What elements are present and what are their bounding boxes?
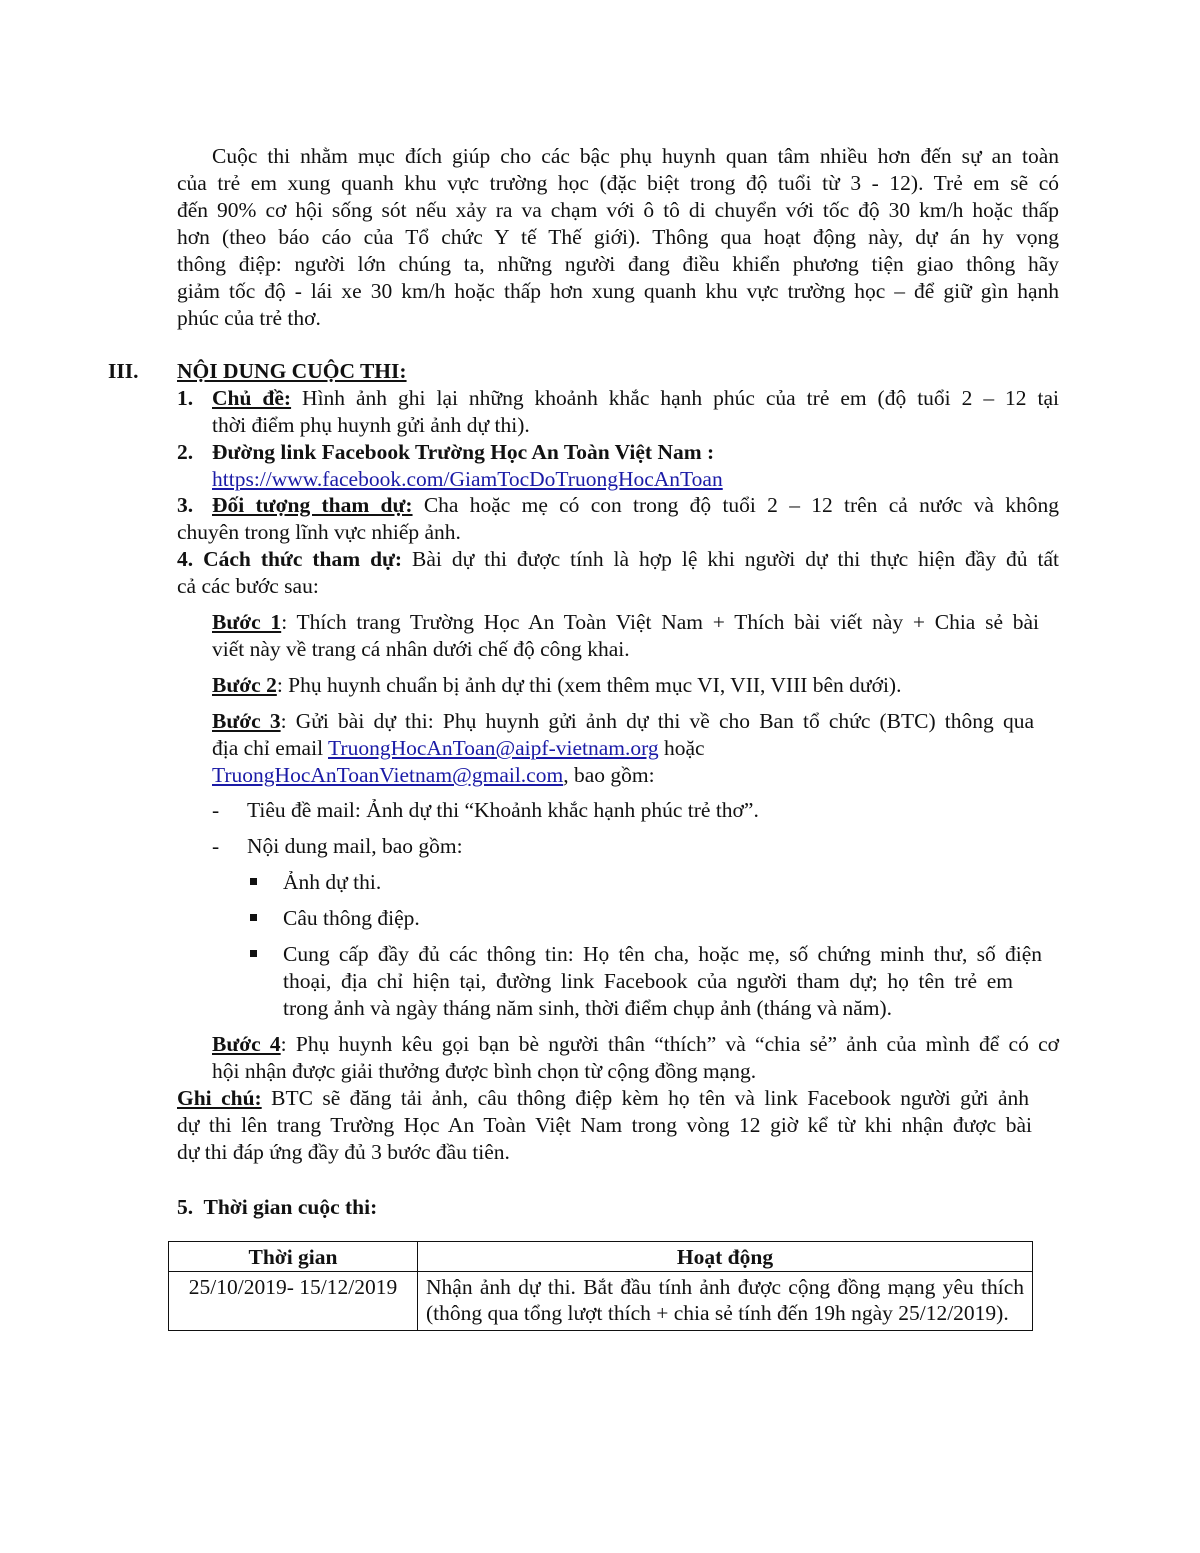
- email-link-aipf[interactable]: TruongHocAnToan@aipf-vietnam.org: [328, 736, 659, 760]
- note-label: Ghi chú:: [177, 1086, 262, 1110]
- item-4-line-2: cả các bước sau:: [177, 574, 319, 598]
- item-2-number: 2.: [177, 440, 194, 464]
- item-2-line-2: [212, 466, 723, 493]
- column-header-time: Thời gian: [169, 1242, 418, 1272]
- item-4-line-1: 4. Cách thức tham dự: Bài dự thi được tính là hợp lệ khi người dự thi thực hiện đầy đủ tất: [177, 547, 1060, 571]
- item-3-line-2: chuyên trong lĩnh vực nhiếp ảnh.: [177, 520, 461, 544]
- item-1-line-2: thời điểm phụ huynh gửi ảnh dự thi).: [212, 413, 530, 437]
- item-4-label: 4. Cách thức tham dự:: [177, 547, 403, 571]
- intro-line-6: giảm tốc độ - lái xe 30 km/h hoặc thấp hơn xung quanh khu vực trường học – để giữ gìn hạnh: [177, 279, 1059, 303]
- bullet-item-info-line-3: trong ảnh và ngày tháng năm sinh, thời điểm chụp ảnh (tháng và năm).: [283, 996, 893, 1020]
- step-3-line-1: Bước 3: Gửi bài dự thi: Phụ huynh gửi ảnh dự thi về cho Ban tổ chức (BTC) thông qua: [212, 709, 1034, 733]
- item-3-line-1: Đối tượng tham dự: Cha hoặc mẹ có con trong độ tuổi 2 – 12 trên cả nước và không: [212, 493, 1059, 517]
- dash-item-mail-content: Nội dung mail, bao gồm:: [247, 834, 463, 858]
- note-line-1: Ghi chú: BTC sẽ đăng tải ảnh, câu thông điệp kèm họ tên và link Facebook người gửi ảnh: [177, 1086, 1029, 1110]
- square-bullet-icon: [250, 878, 257, 885]
- item-1-number: 1.: [177, 386, 194, 410]
- item-1-label: Chủ đề:: [212, 386, 292, 410]
- note-line-2: dự thi lên trang Trường Học An Toàn Việt Nam trong vòng 12 giờ kể từ khi nhận được bài: [177, 1113, 1032, 1137]
- section-number: III.: [108, 359, 139, 383]
- square-bullet-icon: [250, 914, 257, 921]
- intro-line-1: Cuộc thi nhằm mục đích giúp cho các bậc phụ huynh quan tâm nhiều hơn đến sự an toàn: [212, 144, 1059, 168]
- step-4-line-1: Bước 4: Phụ huynh kêu gọi bạn bè người thân “thích” và “chia sẻ” ảnh của mình để có cơ: [212, 1032, 1059, 1056]
- intro-line-4: hơn (theo báo cáo của Tổ chức Y tế Thế giới). Thông qua hoạt động này, dự án hy vọng: [177, 225, 1059, 249]
- step-2-label: Bước 2: [212, 673, 277, 697]
- step-4-label: Bước 4: [212, 1032, 281, 1056]
- email-link-gmail[interactable]: TruongHocAnToanVietnam@gmail.com: [212, 763, 564, 787]
- table-cell-activity: Nhận ảnh dự thi. Bắt đầu tính ảnh được cộng đồng mạng yêu thích (thông qua tổng lượt thích + chia sẻ tính đến 19h ngày 25/12/2019).: [418, 1272, 1033, 1331]
- dash-mark-1: -: [212, 798, 220, 822]
- intro-line-2: của trẻ em xung quanh khu vực trường học (đặc biệt trong độ tuổi từ 3 - 12). Trẻ em sẽ có: [177, 171, 1059, 195]
- step-3-line-2: địa chỉ email TruongHocAnToan@aipf-vietnam.org hoặc: [212, 736, 705, 760]
- item-3-label: Đối tượng tham dự:: [212, 493, 413, 517]
- section-title: NỘI DUNG CUỘC THI:: [177, 359, 407, 383]
- step-1-label: Bước 1: [212, 610, 282, 634]
- note-line-3: dự thi đáp ứng đầy đủ 3 bước đầu tiên.: [177, 1140, 510, 1164]
- item-1-line-1: Chủ đề: Hình ảnh ghi lại những khoảnh khắc hạnh phúc của trẻ em (độ tuổi 2 – 12 tại: [212, 386, 1059, 410]
- item-3-number: 3.: [177, 493, 194, 517]
- bullet-item-info-line-2: thoại, địa chỉ hiện tại, đường link Facebook của người tham dự; họ tên trẻ em: [283, 969, 1013, 993]
- table-cell-time: 25/10/2019- 15/12/2019: [169, 1272, 418, 1331]
- dash-mark-2: -: [212, 834, 220, 858]
- table-header-row: [169, 1242, 1033, 1272]
- step-2-line-1: Bước 2: Phụ huynh chuẩn bị ảnh dự thi (xem thêm mục VI, VII, VIII bên dưới).: [212, 673, 902, 697]
- square-bullet-icon: [250, 950, 257, 957]
- step-1-line-1: Bước 1: Thích trang Trường Học An Toàn Việt Nam + Thích bài viết này + Chia sẻ bài: [212, 610, 1039, 634]
- step-1-line-2: viết này về trang cá nhân dưới chế độ công khai.: [212, 637, 630, 661]
- intro-line-5: thông điệp: người lớn chúng ta, những người đang điều khiển phương tiện giao thông hãy: [177, 252, 1059, 276]
- step-3-line-3: TruongHocAnToanVietnam@gmail.com, bao gồm:: [212, 763, 655, 787]
- dash-item-mail-title: Tiêu đề mail: Ảnh dự thi “Khoảnh khắc hạnh phúc trẻ thơ”.: [247, 798, 759, 822]
- bullet-item-info-line-1: Cung cấp đầy đủ các thông tin: Họ tên cha, hoặc mẹ, số chứng minh thư, số điện: [283, 942, 1042, 966]
- column-header-activity: Hoạt động: [418, 1242, 1033, 1272]
- bullet-item-message: Câu thông điệp.: [283, 906, 420, 930]
- item-2-label: Đường link Facebook Trường Học An Toàn Việt Nam :: [212, 440, 715, 464]
- table-row: [169, 1272, 1033, 1331]
- bullet-item-photo: Ảnh dự thi.: [283, 870, 382, 894]
- timeline-table: [168, 1241, 1033, 1331]
- step-4-line-2: hội nhận được giải thưởng được bình chọn từ cộng đồng mạng.: [212, 1059, 757, 1083]
- intro-line-3: đến 90% cơ hội sống sót nếu xảy ra va chạm với ô tô di chuyển với tốc độ 30 km/h hoặc thấp: [177, 198, 1059, 222]
- intro-line-7: phúc của trẻ thơ.: [177, 306, 321, 330]
- step-3-label: Bước 3: [212, 709, 281, 733]
- facebook-link[interactable]: https://www.facebook.com/GiamTocDoTruongHocAnToan: [212, 467, 723, 491]
- timeline-heading: 5. Thời gian cuộc thi:: [177, 1195, 378, 1219]
